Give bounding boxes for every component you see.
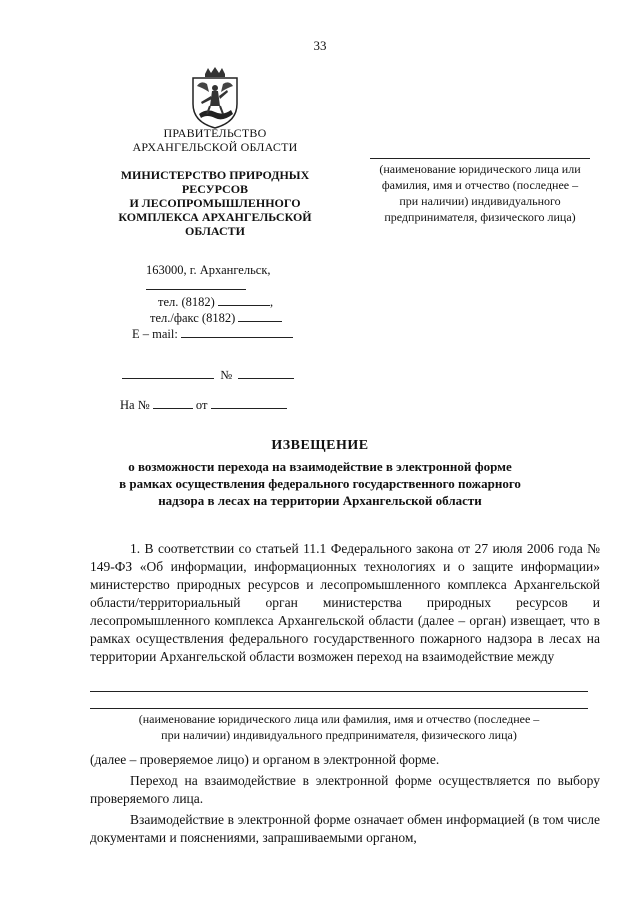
address-fax: тел./факс (8182) (120, 310, 320, 326)
page-number: 33 (313, 38, 327, 53)
government-name-line2: АРХАНГЕЛЬСКОЙ ОБЛАСТИ (132, 140, 298, 154)
ministry-line2: РЕСУРСОВ (181, 182, 249, 196)
ministry-line5: ОБЛАСТИ (185, 224, 245, 238)
recipient-block (360, 158, 600, 225)
address-blank-line (120, 278, 320, 294)
recipient-caption-line1: (наименование юридического лица или (379, 162, 581, 176)
address-block (120, 262, 320, 342)
entity-fill-line-1 (90, 691, 588, 692)
subtitle-line2: в рамках осуществления федерального государственного пожарного (119, 476, 521, 491)
ministry-line4: КОМПЛЕКСА АРХАНГЕЛЬСКОЙ (118, 210, 312, 224)
subtitle-line3: надзора в лесах на территории Архангельской области (158, 493, 482, 508)
entity-caption (90, 711, 588, 743)
entity-fill-line-2 (90, 708, 588, 709)
recipient-caption-line2: фамилия, имя и отчество (последнее – (381, 178, 579, 192)
address-city: 163000, г. Архангельск, (146, 263, 271, 277)
entity-caption-line2: при наличии) индивидуального предпринимателя, физического лица) (161, 728, 517, 742)
document-subtitle (90, 458, 550, 509)
document-title: ИЗВЕЩЕНИЕ (271, 438, 369, 453)
ministry-line1: МИНИСТЕРСТВО ПРИРОДНЫХ (120, 168, 310, 182)
subtitle-line1: о возможности перехода на взаимодействие в электронной форме (128, 459, 512, 474)
government-name-line1: ПРАВИТЕЛЬСТВО (163, 126, 267, 140)
ministry-name (100, 168, 330, 238)
address-phone: тел. (8182) , (158, 295, 274, 309)
recipient-caption-line4: предпринимателя, физического лица) (384, 210, 576, 224)
issuer-block (100, 126, 330, 238)
ministry-line3: И ЛЕСОПРОМЫШЛЕННОГО (129, 196, 301, 210)
recipient-caption-line3: при наличии) индивидуального (399, 194, 561, 208)
reference-line: На № от (120, 398, 287, 413)
paragraph-1: 1. В соответствии со статьей 11.1 Федерального закона от 27 июля 2006 года № 149-ФЗ «Об информации, информационных технологиях и о защите информации» министерство природных ресурсов и лесопромышленного комплекса Архангельской области/территориальный орган министерства природных ресурсов и лесопромышленного комплекса Архангельской области (далее – орган) извещает, что в рамках осуществления федерального государственного пожарного надзора в лесах на территории Архангельской области возможен переход на взаимодействие между (90, 541, 600, 664)
paragraph-4: Взаимодействие в электронной форме означает обмен информацией (в том числе документами и пояснениями, запрашиваемыми органом, (90, 812, 600, 845)
coat-of-arms-icon (187, 66, 243, 130)
registration-number-line: № (122, 368, 294, 383)
paragraph-2: (далее – проверяемое лицо) и органом в электронной форме. (90, 752, 440, 767)
paragraph-3: Переход на взаимодействие в электронной форме осуществляется по выбору проверяемого лица. (90, 773, 600, 806)
entity-caption-line1: (наименование юридического лица или фамилия, имя и отчество (последнее – (138, 712, 540, 726)
address-email: E – mail: (120, 326, 320, 342)
recipient-fill-line (370, 158, 590, 159)
